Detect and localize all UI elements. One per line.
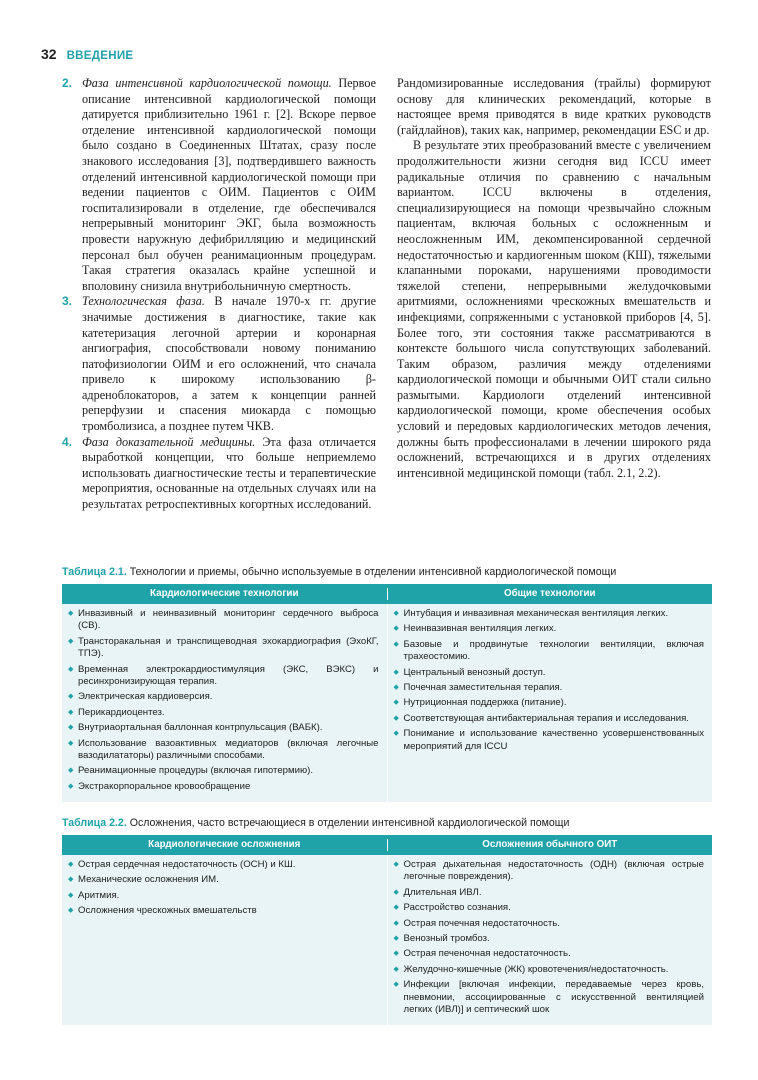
table-list-item: ◆ Нутриционная поддержка (питание).	[394, 697, 705, 709]
table-caption-text: Осложнения, часто встречающиеся в отделении интенсивной кардиологической помощи	[126, 817, 570, 829]
table-list-item: ◆ Трансторакальная и транспищеводная эхокардиография (ЭхоКГ, ТПЭ).	[68, 636, 379, 661]
table-list-item: ◆ Острая почечная недостаточность.	[394, 918, 705, 930]
table-list-item: ◆ Временная электрокардиостимуляция (ЭКС, ВЭКС) и ресинхронизирующая терапия.	[68, 664, 379, 689]
table-list-item: ◆ Острая сердечная недостаточность (ОСН) и КШ.	[68, 859, 379, 871]
table-list-item: ◆ Базовые и продвинутые технологии вентиляции, включая трахеостомию.	[394, 639, 705, 664]
item-text: В начале 1970-х гг. другие значимые достижения в диагностике, такие как катетеризация легочной артерии и коронарная ангиография, способствовали новому пониманию патофизиологии ОИМ и его осложнений, что сначала привело к широкому использованию β-адреноблокаторов, а затем к концепции ранней реперфузии и спасения миокарда с помощью тромболизиса, а позднее путем ЧКВ.	[82, 294, 376, 434]
column-header: Осложнения обычного ОИТ	[482, 838, 618, 850]
section-title: ВВЕДЕНИЕ	[66, 50, 134, 62]
table-list-item: ◆ Реанимационные процедуры (включая гипотермию).	[68, 765, 379, 777]
table-list-item: ◆ Механические осложнения ИМ.	[68, 874, 379, 886]
table-body	[62, 855, 712, 1025]
table-column-right	[388, 855, 713, 1025]
table-list-item: ◆ Острая дыхательная недостаточность (ОДН) (включая острые легочные повреждения).	[394, 859, 705, 884]
table-list-item: ◆ Экстракорпоральное кровообращение	[68, 781, 379, 793]
table-list-item: ◆ Желудочно-кишечные (ЖК) кровотечения/недостаточность.	[394, 964, 705, 976]
table-column-left	[62, 855, 388, 1025]
list-item	[62, 76, 376, 294]
table-caption	[62, 817, 569, 829]
table-column-right	[388, 604, 713, 802]
column-header: Общие технологии	[503, 587, 596, 599]
table-column-left	[62, 604, 388, 802]
item-lead: Фаза доказательной медицины.	[82, 434, 256, 449]
list-item	[62, 294, 376, 434]
page-number: 32	[41, 46, 57, 62]
table-list-item: ◆ Осложнения чрескожных вмешательств	[68, 905, 379, 917]
left-column	[62, 76, 376, 513]
table-list-item: ◆ Неинвазивная вентиляция легких.	[394, 623, 705, 635]
item-number: 3.	[62, 294, 73, 309]
item-lead: Технологическая фаза.	[82, 294, 205, 309]
table-list-item: ◆ Почечная заместительная терапия.	[394, 682, 705, 694]
item-text: Эта фаза отличается выработкой концепции, что больше неприемлемо использовать диагностические тесты и терапевтические мероприятия, основанные на отдельных случаях или на результатах ретроспективных когортных исследований.	[82, 434, 376, 512]
table-list-item: ◆ Расстройство сознания.	[394, 902, 705, 914]
table-list-item: ◆ Использование вазоактивных медиаторов (включая легочные вазодилататоры) различными способами.	[68, 738, 379, 763]
table-caption	[62, 566, 616, 578]
item-lead: Фаза интенсивной кардиологической помощи.	[82, 76, 332, 90]
table-list-item: ◆ Центральный венозный доступ.	[394, 667, 705, 679]
list-item	[62, 435, 376, 513]
table-list-item: ◆ Острая печеночная недостаточность.	[394, 948, 705, 960]
table-list-item: ◆ Инвазивный и неинвазивный мониторинг сердечного выброса (СВ).	[68, 608, 379, 633]
column-header: Кардиологические осложнения	[62, 839, 388, 851]
table-list-item: ◆ Перикардиоцентез.	[68, 707, 379, 719]
table-header	[62, 584, 712, 604]
item-number: 4.	[62, 434, 73, 449]
table-label: Таблица 2.2.	[62, 817, 127, 829]
table-list-item: ◆ Длительная ИВЛ.	[394, 887, 705, 899]
table-list-item: ◆ Понимание и использование качественно усовершенствованных мероприятий для ICCU	[394, 728, 705, 753]
item-text: Первое описание интенсивной кардиологической помощи датируется приблизительно 1961 г. [2]. Вскоре первое отделение интенсивной кардиологической помощи было создано в Соединенных Штатах, сразу после знакового исследования [3], подтвердившего важность отделений интенсивной кардиологической помощи при ведении пациентов с ОИМ. Пациентов с ОИМ госпитализировали в отделение, где обеспечивался непрерывный мониторинг ЭКГ, была возможность провести наружную дефибрилляцию и медицинский персонал был обучен реанимационным процедурам. Такая стратегия оказалась крайне успешной и вполовину снизила внутрибольничную смертность.	[82, 76, 376, 293]
column-header: Кардиологические технологии	[62, 588, 388, 600]
table-list-item: ◆ Электрическая кардиоверсия.	[68, 691, 379, 703]
table-header	[62, 835, 712, 855]
body-paragraph: В результате этих преобразований вместе с увеличением продолжительности жизни сегодня вид ICCU имеет радикальные отличия по сравнению с начальным вариантом. ICCU включены в отделения, специализирующиеся на помощи чрезвычайно сложным пациентам, включая больных с осложненным и неосложненным ИМ, декомпенсированной сердечной недостаточностью и кардиогенным шоком (КШ), тяжелыми клапанными пороками, нарушениями проводимости тяжелой степени, непрерывными желудочковыми аритмиями, осложнениями чрескожных вмешательств и инфекциями, сопряженными с установкой приборов [4, 5]. Более того, эти состояния также рассматриваются в контексте большого числа сопутствующих заболеваний. Таким образом, различия между отделениями кардиологической помощи и обычными ОИТ стали сильно размытыми. Кардиологи отделений интенсивной кардиологической помощи, кроме обеспечения особых условий и передовых кардиологических методов лечения, должны быть профессионалами в лечении широкого ряда осложнений, встречающихся и в других отделениях интенсивной медицинской помощи (табл. 2.1, 2.2).	[397, 138, 711, 480]
page-header	[41, 46, 133, 62]
table-list-item: ◆ Венозный тромбоз.	[394, 933, 705, 945]
table-2-1	[62, 584, 712, 802]
table-label: Таблица 2.1.	[62, 566, 127, 578]
table-list-item: ◆ Интубация и инвазивная механическая вентиляция легких.	[394, 608, 705, 620]
table-body	[62, 604, 712, 802]
table-2-2	[62, 835, 712, 1025]
continuation-paragraph: Рандомизированные исследования (трайлы) формируют основу для клинических рекомендаций, которые в настоящее время приводятся в виде кратких руководств (гайдлайнов), таких как, например, рекомендации ESC и др.	[397, 76, 711, 137]
table-list-item: ◆ Соответствующая антибактериальная терапия и исследования.	[394, 713, 705, 725]
table-list-item: ◆ Аритмия.	[68, 890, 379, 902]
table-list-item: ◆ Внутриаортальная баллонная контрпульсация (ВАБК).	[68, 722, 379, 734]
item-number: 2.	[62, 76, 73, 90]
right-column	[397, 76, 711, 481]
table-caption-text: Технологии и приемы, обычно используемые в отделении интенсивной кардиологической помощи	[126, 566, 617, 578]
table-list-item: ◆ Инфекции [включая инфекции, передаваемые через кровь, пневмонии, ассоциированные с искусственной вентиляцией легких (ИВЛ)] и септический шок	[394, 979, 705, 1016]
